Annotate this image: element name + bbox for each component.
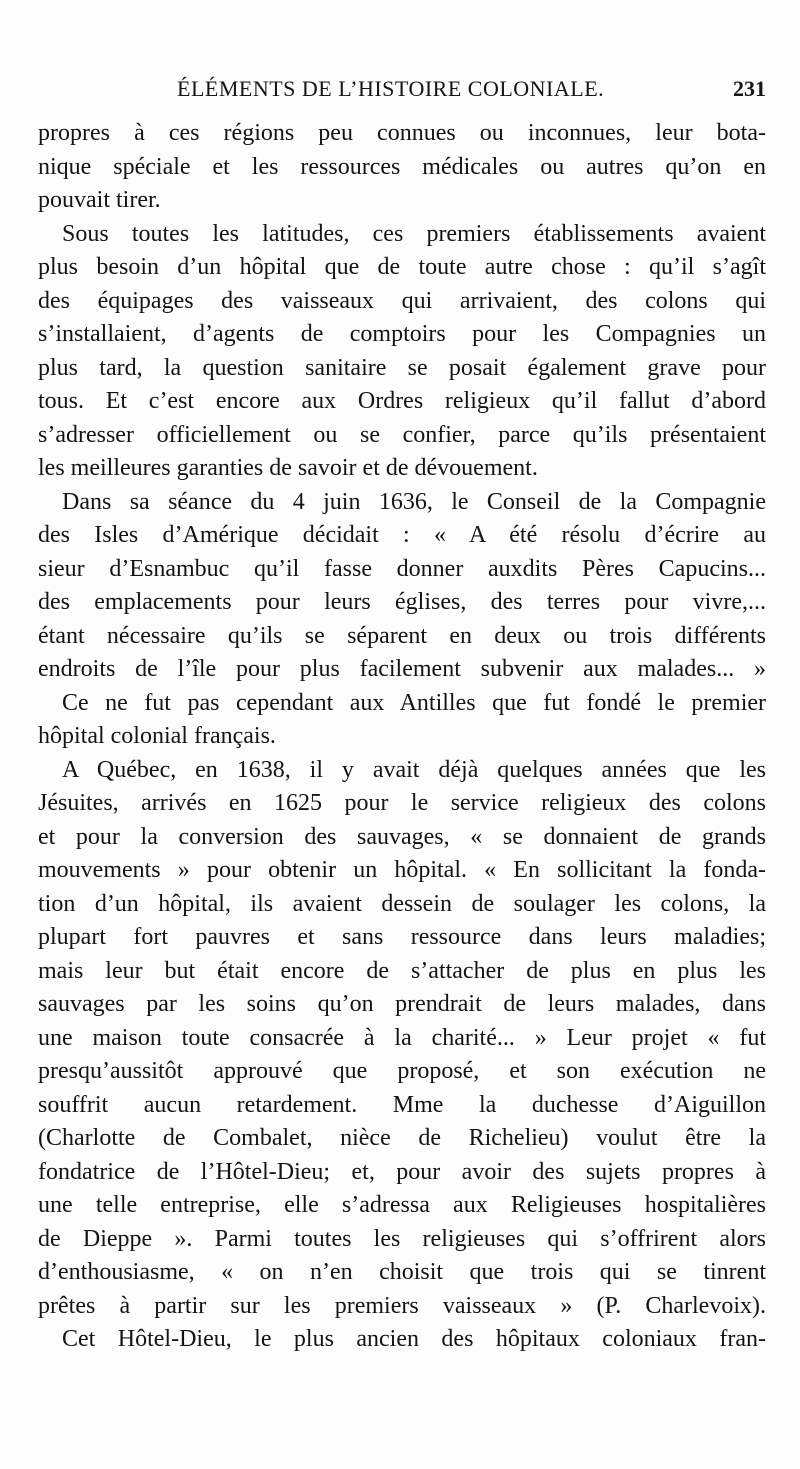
text-line: et pour la conversion des sauvages, « se donnaient de grands bbox=[38, 823, 766, 850]
text-line: pouvait tirer. bbox=[38, 187, 161, 213]
text-line: mais leur but était encore de s’attacher de plus en plus les bbox=[38, 957, 766, 984]
text-line: fondatrice de l’Hôtel-Dieu; et, pour avoir des sujets propres à bbox=[38, 1158, 766, 1185]
text-line: sieur d’Esnambuc qu’il fasse donner auxdits Pères Capucins... bbox=[38, 555, 766, 582]
text-line: Dans sa séance du 4 juin 1636, le Conseil de la Compagnie bbox=[62, 488, 766, 515]
text-line: sauvages par les soins qu’on prendrait de leurs malades, dans bbox=[38, 991, 766, 1017]
text-line: Ce ne fut pas cependant aux Antilles que fut fondé le premier bbox=[62, 689, 766, 716]
text-line: (Charlotte de Combalet, nièce de Richelieu) voulut être la bbox=[38, 1125, 766, 1151]
text-line: une telle entreprise, elle s’adressa aux Religieuses hospitalières bbox=[38, 1192, 766, 1218]
text-line: plus tard, la question sanitaire se posait également grave pour bbox=[38, 354, 766, 381]
text-line: Sous toutes les latitudes, ces premiers établissements avaient bbox=[62, 220, 766, 247]
text-line: d’enthousiasme, « on n’en choisit que trois qui se tinrent bbox=[38, 1259, 766, 1285]
text-line: une maison toute consacrée à la charité... » Leur projet « fut bbox=[38, 1024, 766, 1051]
text-line: des équipages des vaisseaux qui arrivaient, des colons qui bbox=[38, 287, 766, 314]
text-line: propres à ces régions peu connues ou inconnues, leur bota- bbox=[38, 120, 766, 146]
text-line: prêtes à partir sur les premiers vaisseaux » (P. Charlevoix). bbox=[38, 1292, 766, 1319]
text-line: Jésuites, arrivés en 1625 pour le service religieux des colons bbox=[38, 790, 766, 816]
text-line: Cet Hôtel-Dieu, le plus ancien des hôpitaux coloniaux fran- bbox=[62, 1326, 766, 1352]
text-line: étant nécessaire qu’ils se séparent en deux ou trois différents bbox=[38, 622, 766, 649]
text-line: les meilleures garanties de savoir et de dévouement. bbox=[38, 455, 538, 481]
text-line: hôpital colonial français. bbox=[38, 723, 276, 749]
text-line: plupart fort pauvres et sans ressource dans leurs maladies; bbox=[38, 924, 766, 950]
text-line: des emplacements pour leurs églises, des terres pour vivre,... bbox=[38, 589, 766, 615]
running-head-title: ÉLÉMENTS DE L’HISTOIRE COLONIALE. bbox=[177, 76, 605, 101]
text-line: nique spéciale et les ressources médicales ou autres qu’on en bbox=[38, 153, 766, 180]
text-line: de Dieppe ». Parmi toutes les religieuses qui s’offrirent alors bbox=[38, 1225, 766, 1252]
text-line: tous. Et c’est encore aux Ordres religieux qu’il fallut d’abord bbox=[38, 388, 766, 414]
text-line: souffrit aucun retardement. Mme la duchesse d’Aiguillon bbox=[38, 1091, 766, 1118]
text-line: tion d’un hôpital, ils avaient dessein de soulager les colons, la bbox=[38, 890, 766, 917]
running-head bbox=[40, 76, 766, 110]
text-line: plus besoin d’un hôpital que de toute autre chose : qu’il s’agît bbox=[38, 254, 766, 280]
text-line: s’adresser officiellement ou se confier, parce qu’ils présentaient bbox=[38, 421, 766, 448]
text-line: A Québec, en 1638, il y avait déjà quelques années que les bbox=[62, 756, 766, 783]
text-line: s’installaient, d’agents de comptoirs pour les Compagnies un bbox=[38, 321, 766, 347]
body-text bbox=[38, 117, 766, 1357]
page-number: 231 bbox=[733, 76, 766, 101]
text-line: presqu’aussitôt approuvé que proposé, et son exécution ne bbox=[38, 1058, 766, 1084]
text-line: mouvements » pour obtenir un hôpital. « En sollicitant la fonda- bbox=[38, 857, 766, 883]
text-line: des Isles d’Amérique décidait : « A été résolu d’écrire au bbox=[38, 522, 766, 548]
text-line: endroits de l’île pour plus facilement subvenir aux malades... » bbox=[38, 656, 766, 682]
